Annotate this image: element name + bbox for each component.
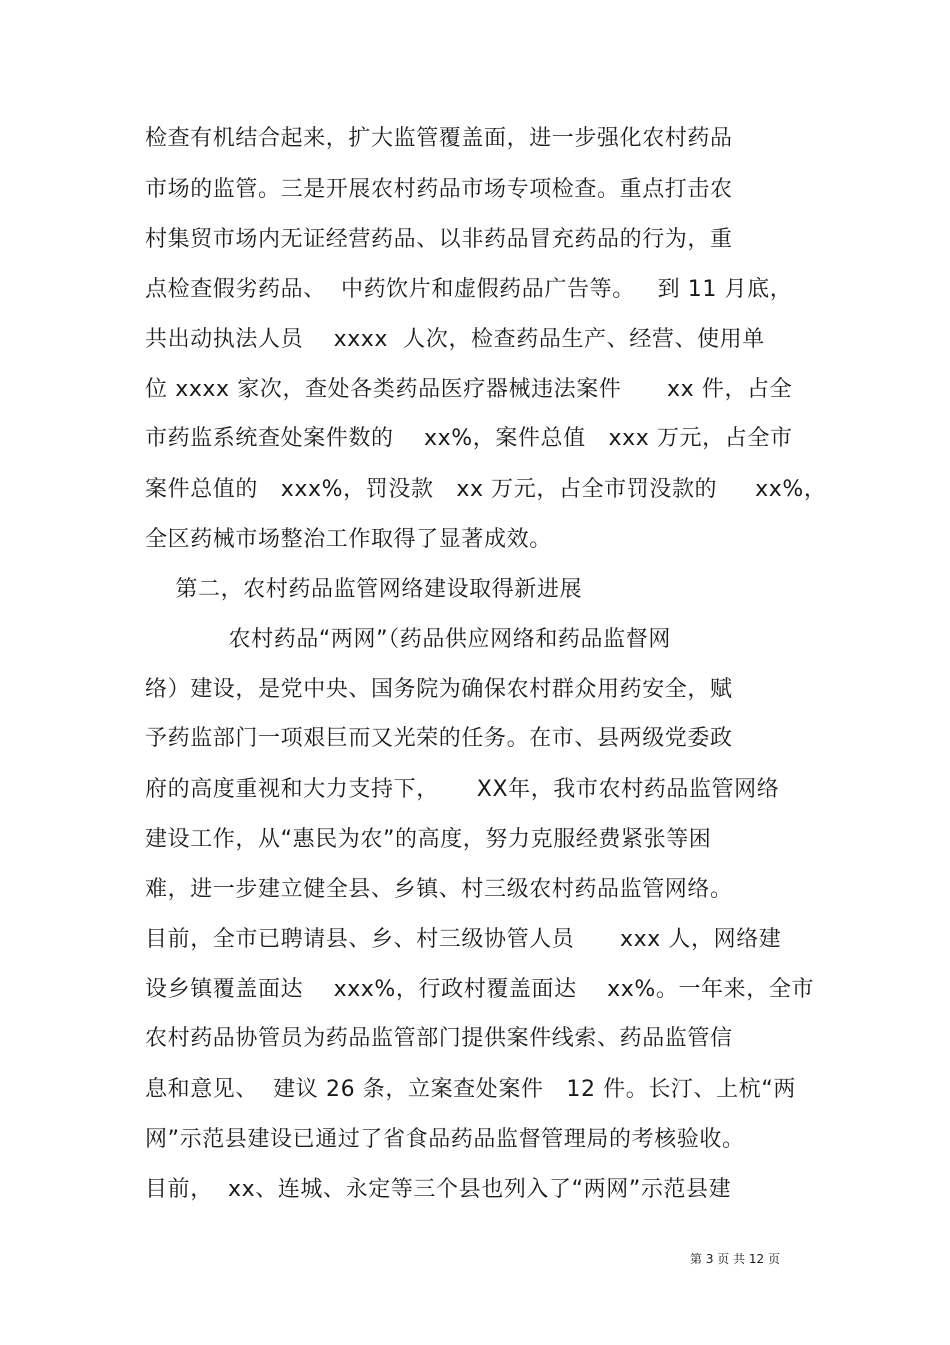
body-text-line: 府的高度重视和大力支持下， XX年，我市农村药品监管网络 xyxy=(145,777,780,802)
page-number-footer: 第 3 页 共 12 页 xyxy=(690,1252,780,1266)
body-text-line: 检查有机结合起来，扩大监管覆盖面，进一步强化农村药品 xyxy=(145,126,733,151)
body-text-line: 目前， xx、连城、永定等三个县也列入了“两网”示范县建 xyxy=(145,1177,732,1202)
body-text-line: 案件总值的 xxx%，罚没款 xx 万元，占全市罚没款的 xx%， xyxy=(145,477,827,502)
body-text-line: 共出动执法人员 xxxx 人次，检查药品生产、经营、使用单 xyxy=(145,327,765,352)
body-text-line: 难，进一步建立健全县、乡镇、村三级农村药品监管网络。 xyxy=(145,877,733,902)
body-text-line: 位 xxxx 家次，查处各类药品医疗器械违法案件 xx 件，占全 xyxy=(145,377,793,402)
body-text-line: 市场的监管。三是开展农村药品市场专项检查。重点打击农 xyxy=(145,177,733,202)
body-text-line: 息和意见、 建议 26 条，立案查处案件 12 件。长汀、上杭“两 xyxy=(145,1077,796,1102)
body-text-line: 设乡镇覆盖面达 xxx%，行政村覆盖面达 xx%。一年来，全市 xyxy=(145,977,815,1002)
body-text-line: 予药监部门一项艰巨而又光荣的任务。在市、县两级党委政 xyxy=(145,726,733,751)
body-text-line: 农村药品“两网”（药品供应网络和药品监督网 xyxy=(145,627,671,652)
body-text-line: 建设工作，从“惠民为农”的高度，努力克服经费紧张等困 xyxy=(145,827,712,852)
section-heading: 第二，农村药品监管网络建设取得新进展 xyxy=(145,577,583,602)
body-text-line: 网”示范县建设已通过了省食品药品监督管理局的考核验收。 xyxy=(145,1127,745,1152)
body-text-line: 络）建设，是党中央、国务院为确保农村群众用药安全，赋 xyxy=(145,677,733,702)
body-text-line: 农村药品协管员为药品监管部门提供案件线索、药品监管信 xyxy=(145,1026,733,1051)
body-text-line: 目前，全市已聘请县、乡、村三级协管人员 xxx 人，网络建 xyxy=(145,927,782,952)
body-text-line: 点检查假劣药品、 中药饮片和虚假药品广告等。 到 11 月底， xyxy=(145,277,793,302)
body-text-line: 全区药械市场整治工作取得了显著成效。 xyxy=(145,527,552,552)
body-text-line: 市药监系统查处案件数的 xx%，案件总值 xxx 万元，占全市 xyxy=(145,426,793,451)
body-text-line: 村集贸市场内无证经营药品、以非药品冒充药品的行为，重 xyxy=(145,227,733,252)
